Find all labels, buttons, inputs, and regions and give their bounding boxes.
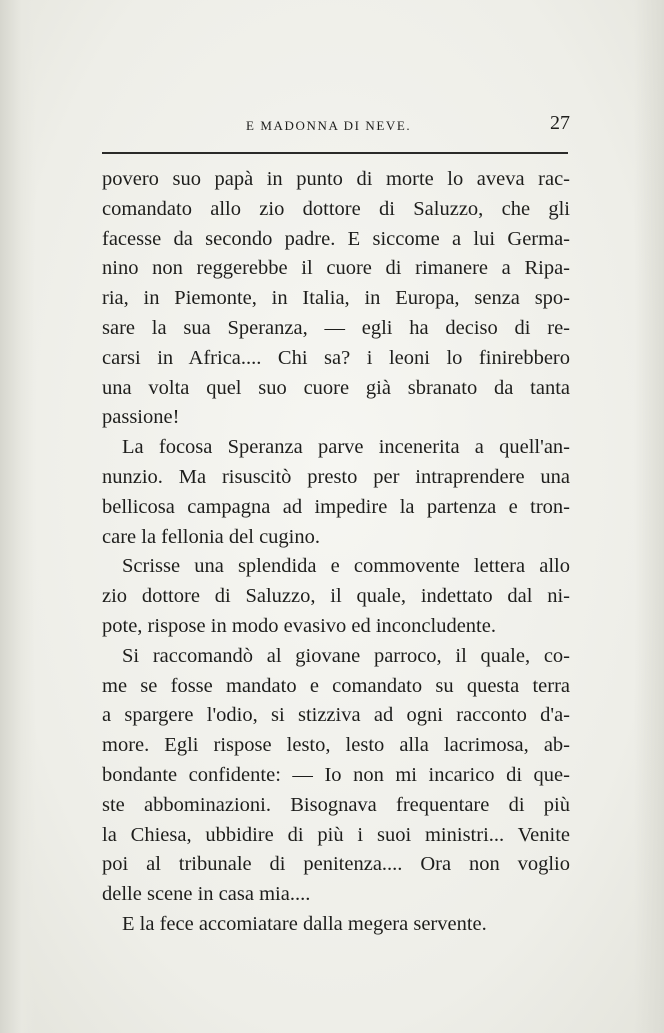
paragraph-last-line: passione! bbox=[102, 406, 180, 429]
text-line: ste abbominazioni. Bisognava frequentare di più bbox=[102, 793, 570, 816]
text-line: poi al tribunale di penitenza.... Ora non voglio bbox=[102, 853, 570, 876]
paragraph-last-line: delle scene in casa mia.... bbox=[102, 883, 311, 906]
text-line: me se fosse mandato e comandato su questa terra bbox=[102, 674, 570, 697]
paragraph-first-line: Scrisse una splendida e commovente lettera allo bbox=[122, 555, 570, 578]
text-line: la Chiesa, ubbidire di più i suoi ministri... Venite bbox=[102, 823, 570, 846]
text-line: nunzio. Ma risuscitò presto per intraprendere una bbox=[102, 465, 570, 488]
text-line: facesse da secondo padre. E siccome a lui Germa- bbox=[102, 227, 570, 250]
text-line: a spargere l'odio, si stizziva ad ogni racconto d'a- bbox=[102, 704, 570, 727]
text-line: povero suo papà in punto di morte lo aveva rac- bbox=[102, 168, 570, 190]
text-line: nino non reggerebbe il cuore di rimanere a Ripa- bbox=[102, 257, 570, 280]
text-line: ria, in Piemonte, in Italia, in Europa, senza spo- bbox=[102, 287, 570, 310]
text-line: una volta quel suo cuore già sbranato da tanta bbox=[102, 376, 570, 399]
header-rule bbox=[102, 152, 568, 154]
paragraph-last-line: pote, rispose in modo evasivo ed inconcludente. bbox=[102, 614, 496, 637]
paragraph-first-line: Si raccomandò al giovane parroco, il quale, co- bbox=[122, 644, 570, 667]
paragraph-first-line: La focosa Speranza parve incenerita a quell'an- bbox=[122, 436, 570, 459]
text-line: carsi in Africa.... Chi sa? i leoni lo finirebbero bbox=[102, 346, 570, 369]
paragraph-single-line: E la fece accomiatare dalla megera servente. bbox=[122, 912, 487, 935]
running-head: E MADONNA DI NEVE. bbox=[246, 118, 412, 133]
text-line: more. Egli rispose lesto, lesto alla lacrimosa, ab- bbox=[102, 734, 570, 757]
text-line: sare la sua Speranza, — egli ha deciso di re- bbox=[102, 316, 570, 339]
page-number: 27 bbox=[550, 112, 570, 134]
text-line: bondante confidente: — Io non mi incarico di que- bbox=[102, 763, 570, 786]
page-edge-shadow-right bbox=[634, 0, 664, 1033]
text-line: comandato allo zio dottore di Saluzzo, che gli bbox=[102, 197, 570, 220]
page-edge-shadow-left bbox=[0, 0, 36, 1033]
body-text bbox=[102, 165, 570, 940]
text-line: zio dottore di Saluzzo, il quale, indettato dal ni- bbox=[102, 585, 570, 608]
text-line: bellicosa campagna ad impedire la partenza e tron- bbox=[102, 495, 570, 518]
page-header bbox=[102, 112, 570, 142]
paragraph-last-line: care la fellonia del cugino. bbox=[102, 525, 320, 548]
